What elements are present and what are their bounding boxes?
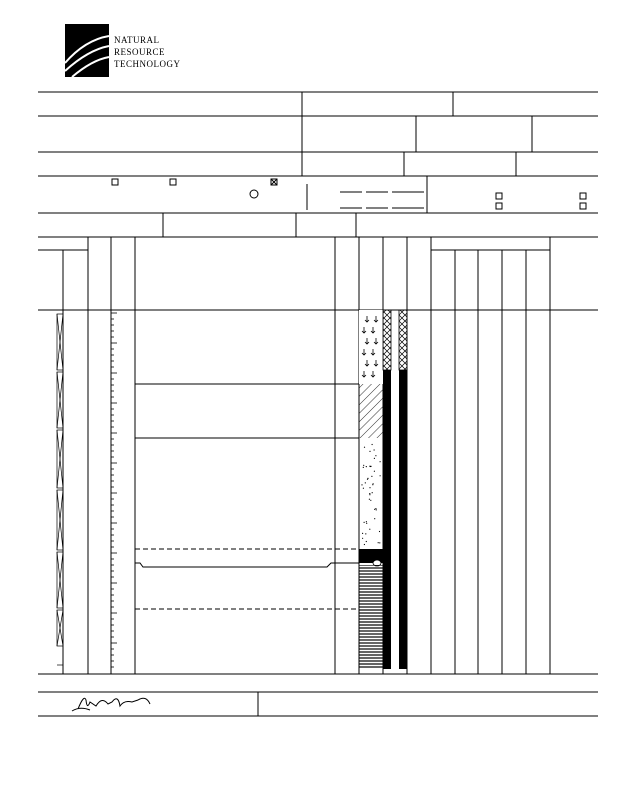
sand-dot <box>363 467 364 468</box>
sand-dot <box>369 494 370 495</box>
sand-dot <box>365 482 366 483</box>
checkbox-5[interactable] <box>496 203 502 209</box>
sand-dot <box>363 488 364 489</box>
sand-dot <box>367 479 368 480</box>
sand-dot <box>369 493 370 494</box>
sand-dot <box>369 487 370 488</box>
sample-intervals <box>57 314 63 665</box>
sand-dot <box>366 521 367 522</box>
checkbox-1[interactable] <box>112 179 118 185</box>
company-logo-mark <box>65 24 109 77</box>
sand-dot <box>379 542 380 543</box>
sand-dot <box>375 508 376 509</box>
sand-dot <box>369 451 370 452</box>
sand-dot <box>364 522 365 523</box>
radio-option[interactable] <box>250 190 258 198</box>
sand-dot <box>362 533 363 534</box>
sand-dot <box>373 483 374 484</box>
sand-dot <box>372 444 373 445</box>
sand-dot <box>376 509 377 510</box>
lithology-column <box>359 310 383 669</box>
sand-dot <box>374 458 375 459</box>
checkbox-6[interactable] <box>580 193 586 199</box>
sand-dot <box>366 523 367 524</box>
checkbox-group[interactable] <box>112 179 586 209</box>
sand-dot <box>374 509 375 510</box>
header-grid <box>38 92 598 237</box>
sand-dot <box>369 529 370 530</box>
write-in-lines <box>340 192 424 208</box>
sand-dot <box>371 476 372 477</box>
sand-dot <box>370 500 371 501</box>
log-column-grid <box>38 237 598 674</box>
sand-dot <box>372 492 373 493</box>
sand-dot <box>365 533 366 534</box>
company-name-line-1: NATURAL <box>114 35 160 45</box>
sand-dot <box>374 471 375 472</box>
sand-dot <box>374 518 375 519</box>
sand-dot <box>380 461 381 462</box>
sand-dot <box>361 484 362 485</box>
sand-dot <box>364 544 365 545</box>
sand-dot <box>362 538 363 539</box>
strata-boundaries <box>135 384 359 609</box>
depth-scale <box>111 313 117 667</box>
company-name-line-3: TECHNOLOGY <box>114 59 181 69</box>
well-construction-column <box>383 310 407 669</box>
sand-dot <box>366 466 367 467</box>
sand-dot <box>374 449 375 450</box>
checkbox-7[interactable] <box>580 203 586 209</box>
checkbox-4[interactable] <box>496 193 502 199</box>
sand-dot <box>369 499 370 500</box>
sand-dot <box>379 531 380 532</box>
sand-dot <box>364 447 365 448</box>
checkbox-2[interactable] <box>170 179 176 185</box>
sand-dot <box>375 455 376 456</box>
sand-dot <box>370 466 371 467</box>
sand-dot <box>366 541 367 542</box>
company-name-line-2: RESOURCE <box>114 47 166 57</box>
sand-dot <box>380 475 381 476</box>
signature-graphic <box>72 698 150 711</box>
sand-dot <box>378 542 379 543</box>
sand-dot <box>363 465 364 466</box>
